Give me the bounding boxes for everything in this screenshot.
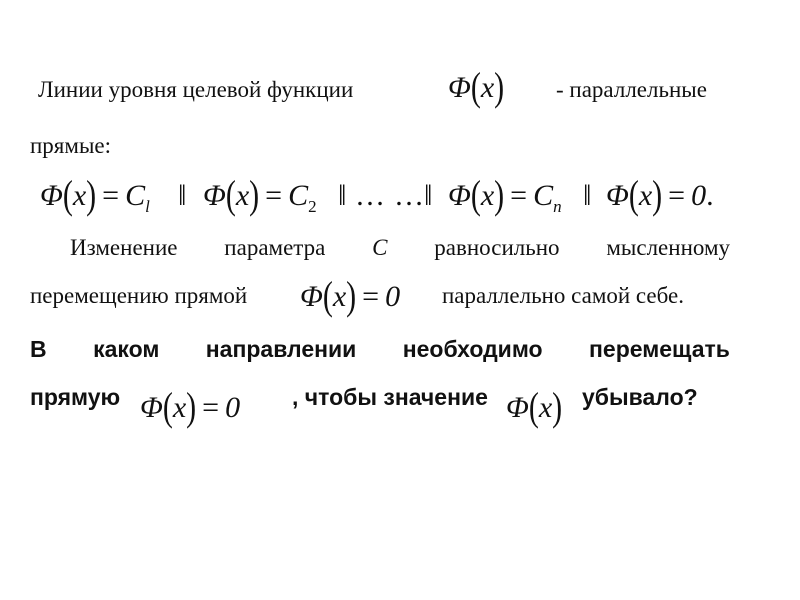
parallel-self-text: параллельно самой себе. bbox=[442, 283, 684, 308]
level-line-c1: $\Phi(x) = C_l$ bbox=[40, 173, 150, 218]
phi-zero-formula: Φ(x) = 0 bbox=[300, 274, 401, 319]
parallel-separator: ‖ bbox=[424, 179, 433, 212]
level-line-zero: Φ(x) = 0. bbox=[606, 173, 714, 218]
phi-zero-formula-question: Φ(x) = 0 bbox=[140, 385, 241, 430]
question-value-text: , чтобы значение bbox=[292, 384, 488, 410]
parallel-separator: ‖ bbox=[338, 179, 347, 212]
question-line-word: прямую bbox=[30, 384, 121, 410]
parallel-separator: ‖ bbox=[178, 179, 187, 212]
intro-text: Линии уровня целевой функции bbox=[38, 77, 354, 102]
lines-text: прямые: bbox=[30, 133, 111, 158]
ellipsis: … bbox=[355, 179, 385, 212]
phi-symbol: Φ bbox=[448, 71, 471, 104]
parallel-separator: ‖ bbox=[583, 179, 592, 212]
phi-x-formula: Φ(x) bbox=[448, 65, 505, 110]
parallel-text: - параллельные bbox=[556, 77, 707, 102]
question-line1: В каком направлении необходимо перемещать bbox=[30, 336, 730, 362]
move-line-text: перемещению прямой bbox=[30, 283, 248, 308]
question-decrease-text: убывало? bbox=[582, 384, 698, 410]
level-line-cn: $\Phi(x) = C_n$ bbox=[448, 173, 562, 218]
parameter-sentence-line1: Изменение параметра С равносильно мысленному bbox=[70, 235, 730, 260]
phi-x-formula-question: Φ(x) bbox=[506, 385, 563, 430]
ellipsis: … bbox=[394, 179, 424, 212]
level-line-c2: $\Phi(x) = C_2$ bbox=[203, 173, 317, 218]
